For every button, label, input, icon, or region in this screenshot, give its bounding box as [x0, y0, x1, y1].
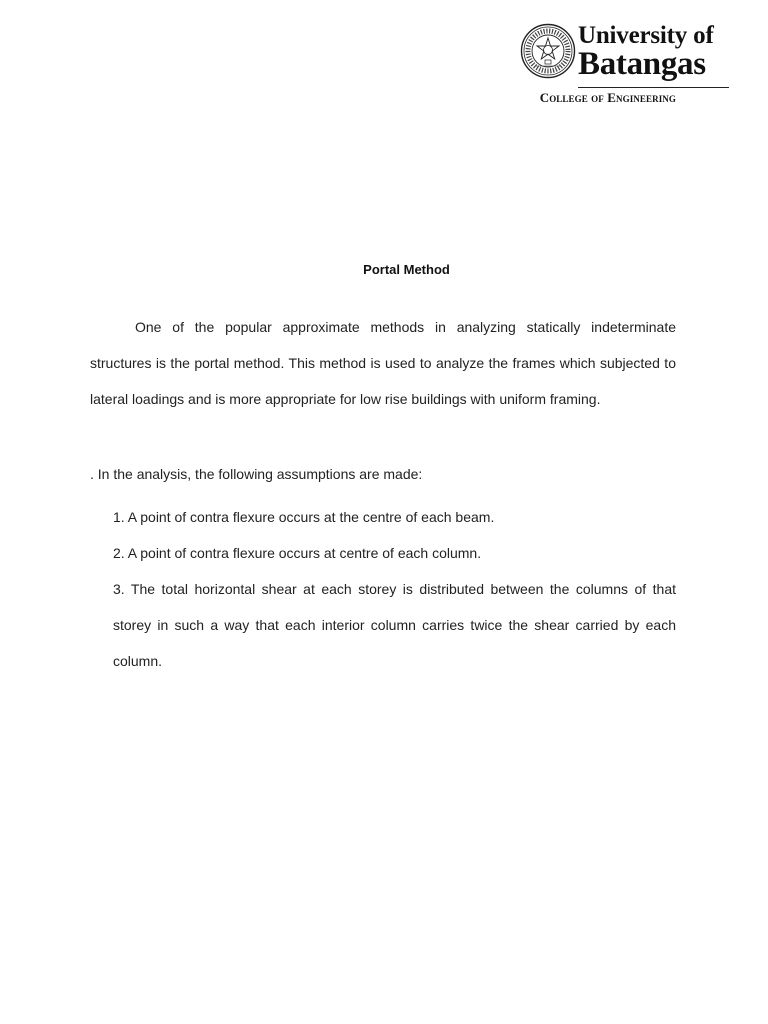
- list-item: 2. A point of contra flexure occurs at centre of each column.: [113, 545, 482, 561]
- header-divider: [578, 87, 729, 88]
- page-header: [520, 22, 732, 112]
- body-paragraph: One of the popular approximate methods in analyzing statically indeterminate structures is the portal method. This method is used to analyze the frames which subjected to lateral loadings and is more appropriate for low rise buildings with uniform framing.: [90, 319, 676, 407]
- document-title: Portal Method: [363, 262, 450, 277]
- university-name-line1: University of: [578, 22, 714, 49]
- university-name-line2: Batangas: [578, 46, 706, 82]
- list-item: 1. A point of contra flexure occurs at the centre of each beam.: [113, 509, 495, 525]
- assumptions-list: [113, 499, 676, 679]
- university-name: [578, 22, 714, 81]
- university-seal-icon: [520, 22, 576, 80]
- college-name: College of Engineering: [539, 90, 676, 105]
- assumptions-intro: . In the analysis, the following assumptions are made:: [90, 466, 423, 482]
- list-item: 3. The total horizontal shear at each storey is distributed between the columns of that storey in such a way that each interior column carries twice the shear carried by each column.: [113, 581, 676, 669]
